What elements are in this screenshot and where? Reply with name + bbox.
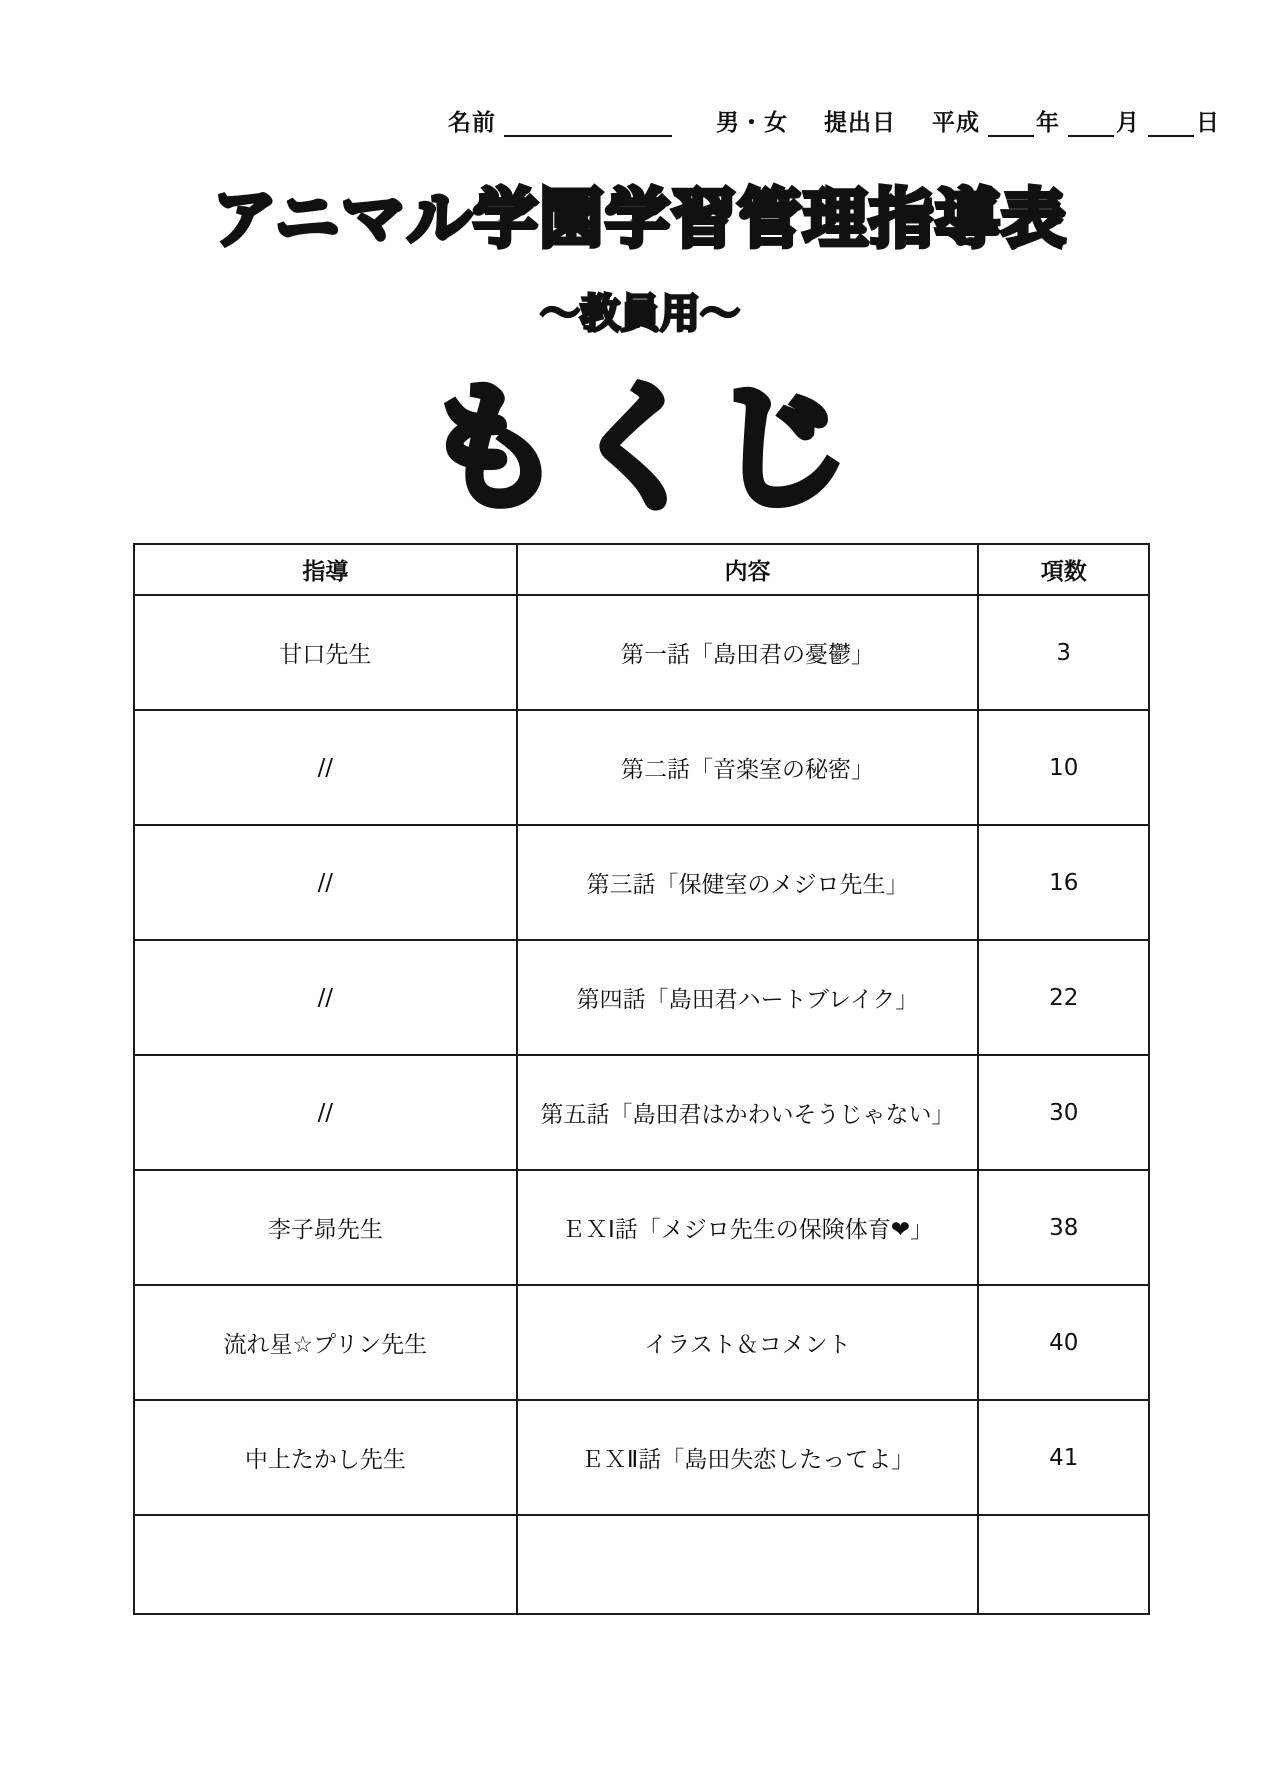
content-cell: ＥＸⅡ話「島田失恋したってよ」 xyxy=(517,1400,979,1515)
content-cell: 第四話「島田君ハートブレイク」 xyxy=(517,940,979,1055)
toc-table xyxy=(133,543,1150,1615)
day-suffix-label: 日 xyxy=(1196,110,1220,136)
content-cell xyxy=(517,1515,979,1614)
table-header-row xyxy=(134,544,1149,595)
instructor-cell: 甘口先生 xyxy=(134,595,517,710)
instructor-cell: // xyxy=(134,825,517,940)
column-header-content: 内容 xyxy=(517,544,979,595)
table-row xyxy=(134,825,1149,940)
header-form-line xyxy=(448,104,1226,137)
instructor-cell: 中上たかし先生 xyxy=(134,1400,517,1515)
instructor-cell: 李子昴先生 xyxy=(134,1170,517,1285)
page-number-cell xyxy=(978,1515,1149,1614)
table-row xyxy=(134,1400,1149,1515)
page-number-cell: 10 xyxy=(978,710,1149,825)
content-cell: 第三話「保健室のメジロ先生」 xyxy=(517,825,979,940)
page-number-cell: 22 xyxy=(978,940,1149,1055)
instructor-cell xyxy=(134,1515,517,1614)
name-label: 名前 xyxy=(448,110,496,136)
column-header-instructor: 指導 xyxy=(134,544,517,595)
submission-date-label: 提出日 xyxy=(824,110,896,136)
gender-options: 男・女 xyxy=(716,110,788,136)
column-header-pages: 項数 xyxy=(978,544,1149,595)
toc-heading: もくじ xyxy=(423,368,856,529)
instructor-cell: 流れ星☆プリン先生 xyxy=(134,1285,517,1400)
page-number-cell: 30 xyxy=(978,1055,1149,1170)
content-cell: ＥＸⅠ話「メジロ先生の保険体育❤」 xyxy=(517,1170,979,1285)
table-row xyxy=(134,1515,1149,1614)
name-blank-line xyxy=(504,109,672,137)
year-suffix-label: 年 xyxy=(1036,110,1060,136)
year-blank-line xyxy=(988,109,1034,137)
month-blank-line xyxy=(1068,109,1114,137)
page-number-cell: 38 xyxy=(978,1170,1149,1285)
content-cell: 第五話「島田君はかわいそうじゃない」 xyxy=(517,1055,979,1170)
table-row xyxy=(134,1055,1149,1170)
content-cell: 第一話「島田君の憂鬱」 xyxy=(517,595,979,710)
table-row xyxy=(134,595,1149,710)
content-cell: 第二話「音楽室の秘密」 xyxy=(517,710,979,825)
document-subtitle: ～教員用～ xyxy=(540,291,740,337)
document-title: アニマル学園学習管理指導表 xyxy=(212,183,1068,257)
page-number-cell: 40 xyxy=(978,1285,1149,1400)
page-number-cell: 3 xyxy=(978,595,1149,710)
table-row xyxy=(134,1285,1149,1400)
era-label: 平成 xyxy=(932,110,980,136)
instructor-cell: // xyxy=(134,1055,517,1170)
instructor-cell: // xyxy=(134,940,517,1055)
page-number-cell: 16 xyxy=(978,825,1149,940)
page-number-cell: 41 xyxy=(978,1400,1149,1515)
content-cell: イラスト＆コメント xyxy=(517,1285,979,1400)
instructor-cell: // xyxy=(134,710,517,825)
table-row xyxy=(134,940,1149,1055)
table-row xyxy=(134,710,1149,825)
month-suffix-label: 月 xyxy=(1116,110,1140,136)
day-blank-line xyxy=(1148,109,1194,137)
table-row xyxy=(134,1170,1149,1285)
